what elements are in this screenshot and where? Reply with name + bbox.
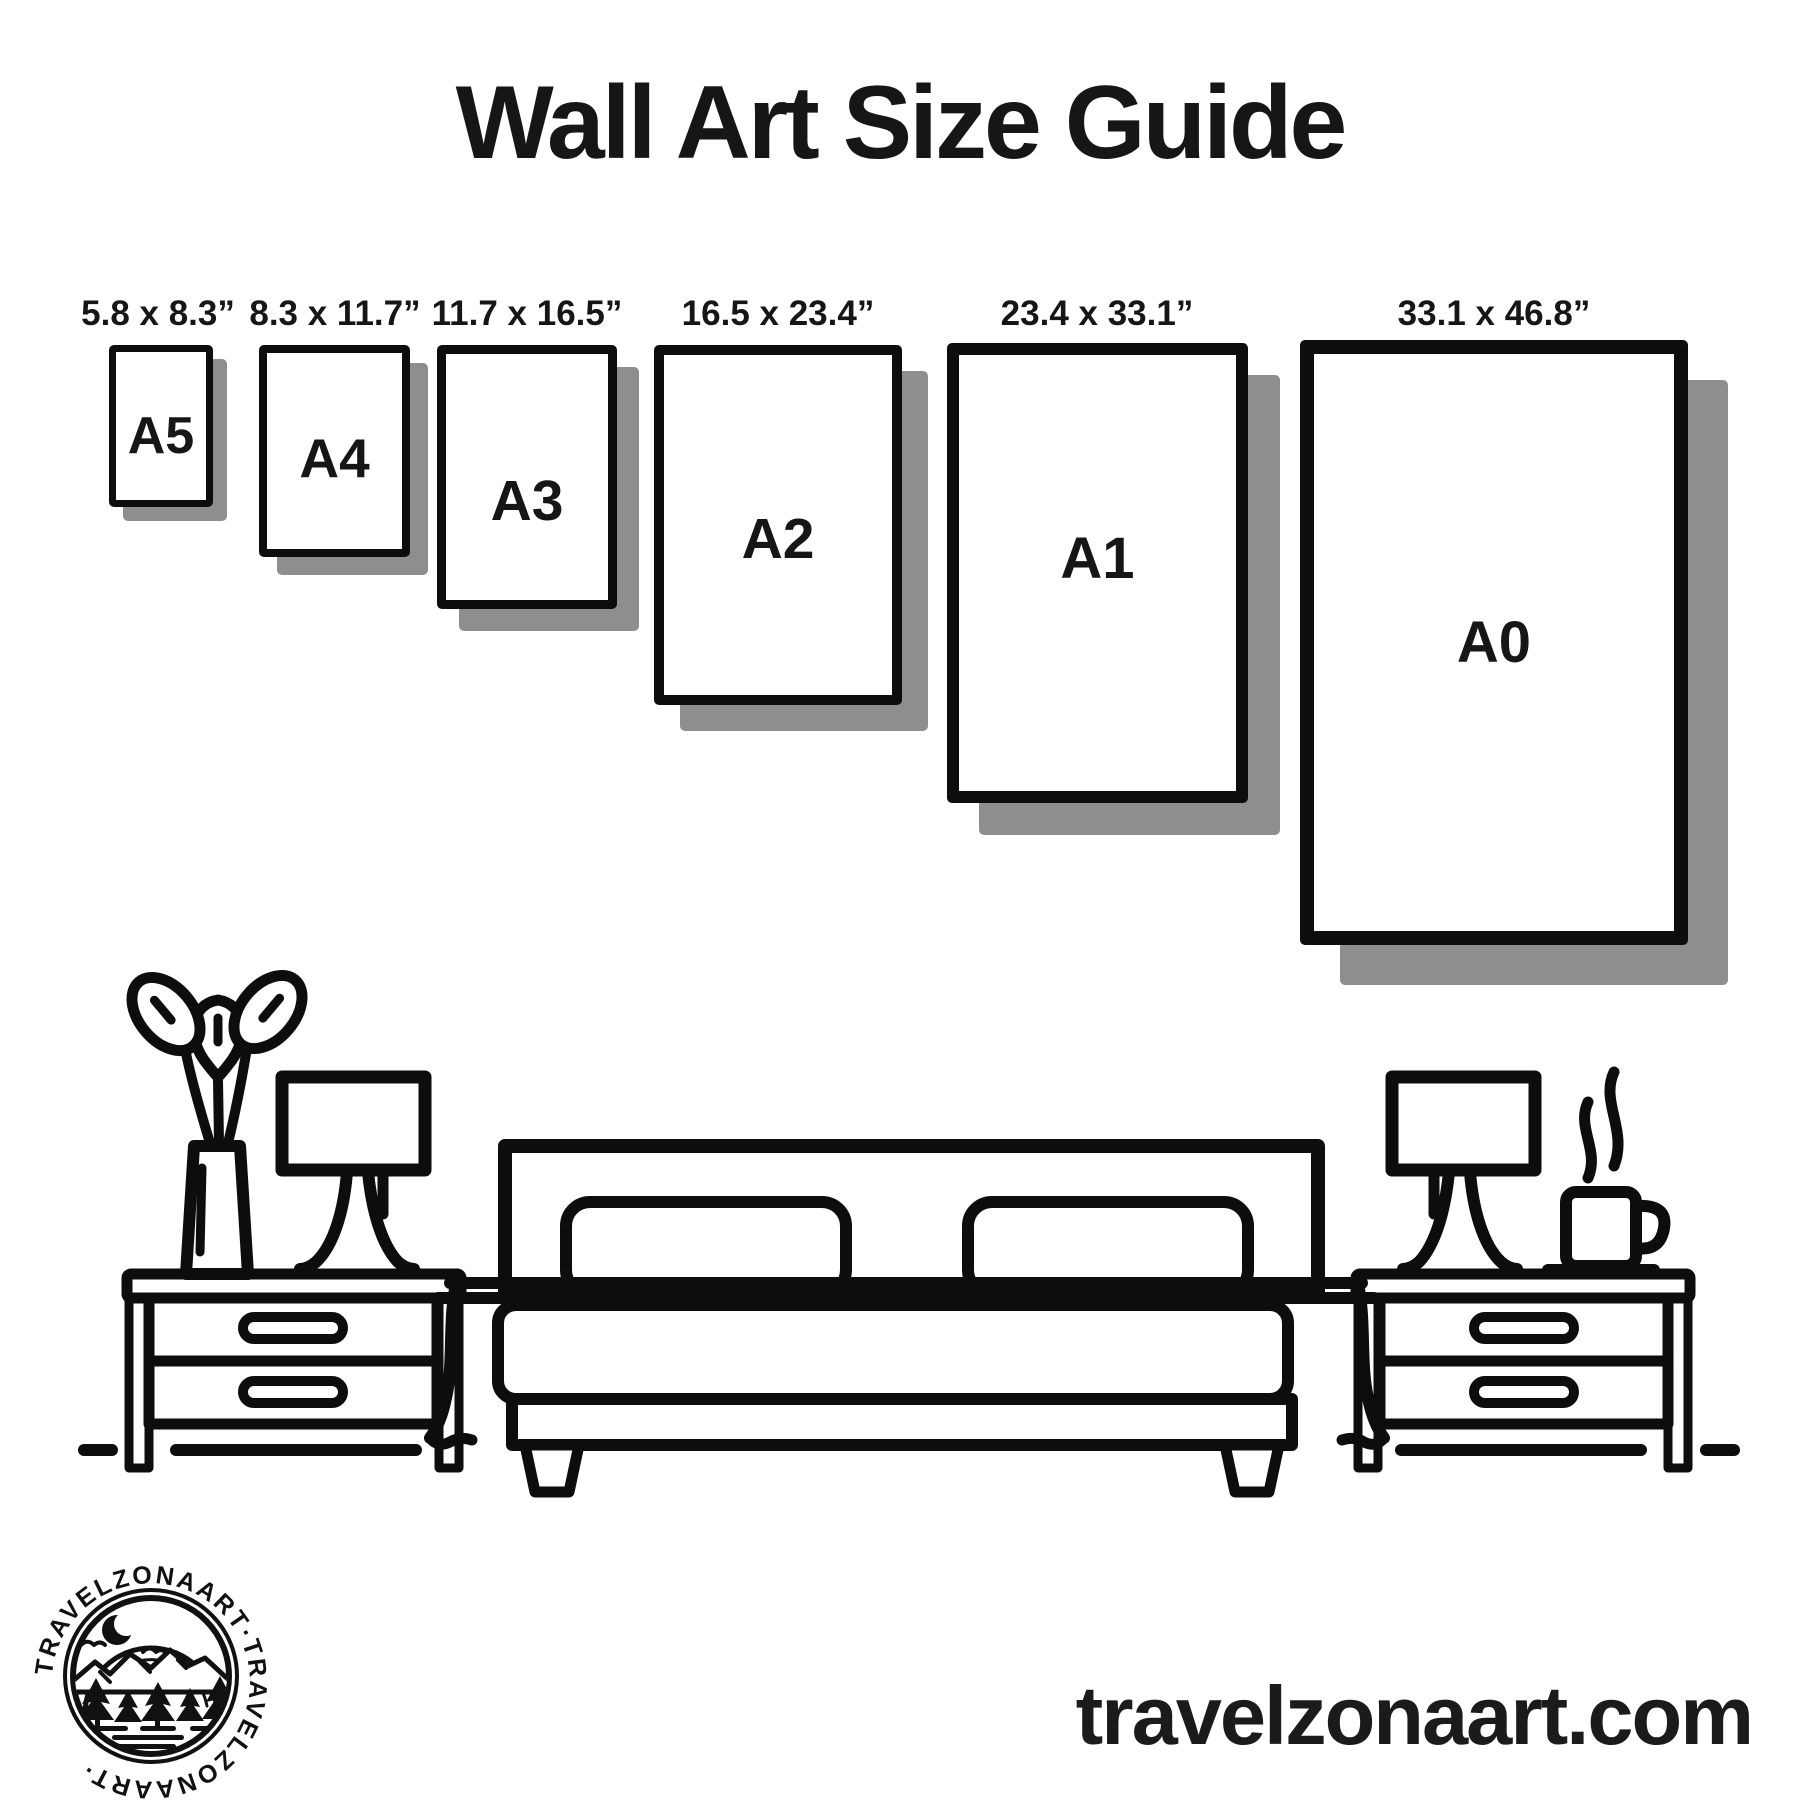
dimension-label-a3: 11.7 x 16.5” — [431, 294, 623, 333]
dimension-label-a1: 23.4 x 33.1” — [1000, 294, 1194, 333]
dimension-label-a2: 16.5 x 23.4” — [681, 294, 875, 333]
website-url: travelzonaart.com — [1075, 1669, 1752, 1762]
dimension-label-a0: 33.1 x 46.8” — [1397, 294, 1591, 333]
moon-icon — [102, 1612, 138, 1645]
coffee-cup-icon — [1548, 1072, 1664, 1270]
table-lamp-left-icon — [282, 1077, 425, 1269]
paper-label-a4: A4 — [299, 427, 370, 489]
table-lamp-right-icon — [1392, 1077, 1535, 1269]
paper-label-a1: A1 — [1060, 525, 1135, 591]
paper-label-a5: A5 — [127, 407, 195, 465]
dimension-label-a4: 8.3 x 11.7” — [249, 294, 421, 333]
page-title: Wall Art Size Guide — [455, 65, 1345, 181]
bird-icon — [80, 1642, 105, 1646]
nightstand-right-icon — [1356, 1274, 1690, 1468]
dimension-label-a5: 5.8 x 8.3” — [81, 294, 235, 333]
nightstand-left-icon — [127, 1274, 461, 1468]
paper-label-a0: A0 — [1456, 610, 1532, 675]
brand-logo — [30, 1561, 272, 1800]
paper-label-a2: A2 — [741, 507, 815, 571]
bed-icon — [430, 1146, 1384, 1492]
logo-ring-text: TRAVELZONAART·TRAVELZONAART· — [29, 1560, 273, 1800]
paper-label-a3: A3 — [490, 469, 564, 533]
steam-icon — [1585, 1102, 1592, 1178]
